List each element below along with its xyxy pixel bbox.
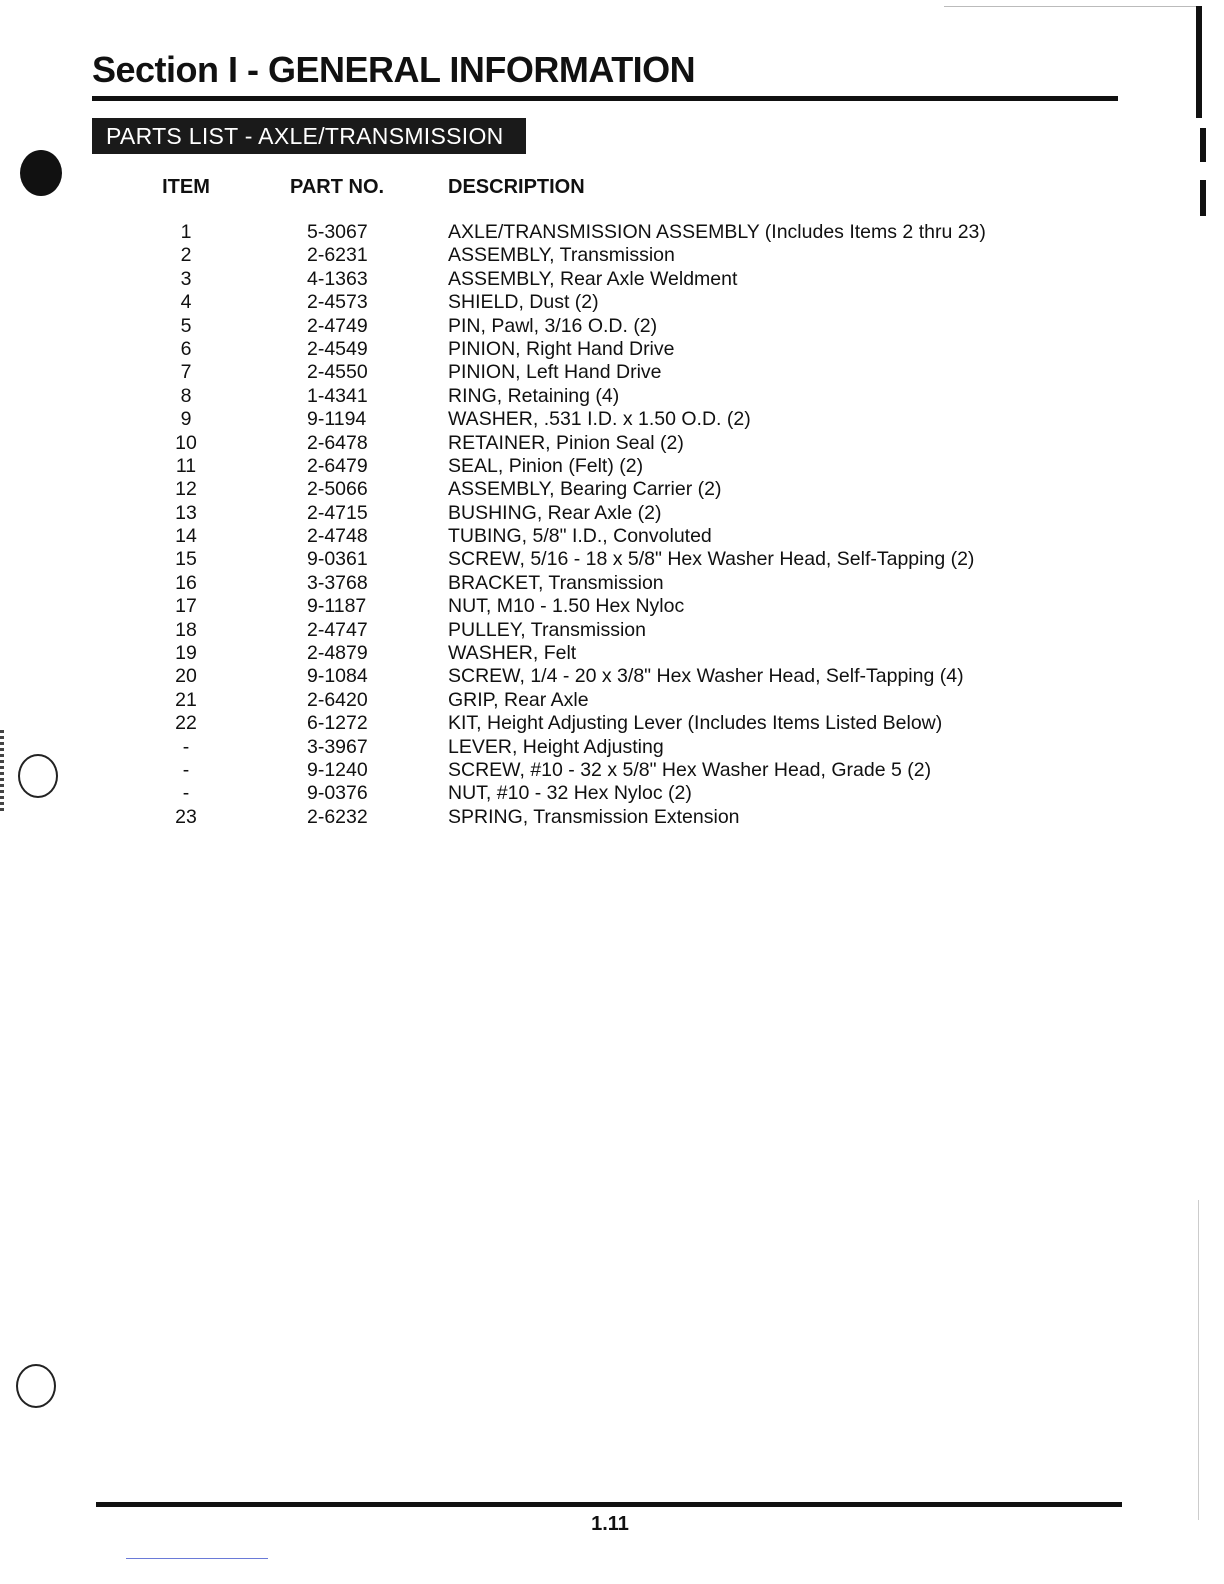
part-description: PINION, Right Hand Drive <box>448 337 675 360</box>
item-number: 16 <box>175 571 197 594</box>
column-header-part-no: PART NO. <box>290 176 385 198</box>
part-number: 2-4747 <box>307 618 368 641</box>
item-number: 2 <box>180 244 192 267</box>
punch-hole-icon <box>16 1364 56 1408</box>
item-number: 3 <box>180 267 192 290</box>
part-number: 5-3067 <box>307 221 368 243</box>
table-row <box>0 221 1224 244</box>
item-number: - <box>182 782 190 805</box>
table-row <box>0 268 1224 291</box>
table-row <box>0 338 1224 361</box>
part-number: 2-6231 <box>307 244 368 267</box>
part-number: 9-0361 <box>307 548 368 571</box>
table-row <box>0 806 1224 829</box>
table-row <box>0 432 1224 455</box>
part-number: 2-4549 <box>307 337 368 360</box>
part-number: 2-4573 <box>307 291 368 314</box>
part-number: 3-3967 <box>307 735 368 758</box>
item-number: 5 <box>180 314 192 337</box>
table-row <box>0 712 1224 735</box>
part-number: 2-4550 <box>307 361 368 384</box>
item-number: 14 <box>175 525 197 548</box>
part-description: ASSEMBLY, Bearing Carrier (2) <box>448 478 722 501</box>
part-number: 9-1194 <box>307 408 367 431</box>
item-number: 9 <box>180 408 192 431</box>
item-number: - <box>182 758 190 781</box>
part-description: SCREW, #10 - 32 x 5/8" Hex Washer Head, Grade 5 (2) <box>448 758 932 781</box>
part-description: SPRING, Transmission Extension <box>448 805 740 828</box>
item-number: - <box>182 735 190 758</box>
table-row <box>0 572 1224 595</box>
item-number: 15 <box>175 548 197 571</box>
table-row <box>0 665 1224 688</box>
part-description: SCREW, 1/4 - 20 x 3/8" Hex Washer Head, Self-Tapping (4) <box>448 665 964 688</box>
item-number: 22 <box>175 712 197 735</box>
item-number: 18 <box>175 618 197 641</box>
part-number: 3-3768 <box>307 571 368 594</box>
table-row <box>0 478 1224 501</box>
part-number: 2-5066 <box>307 478 368 501</box>
part-description: NUT, M10 - 1.50 Hex Nyloc <box>448 595 685 618</box>
item-number: 21 <box>175 688 197 711</box>
part-number: 2-4749 <box>307 314 368 337</box>
part-description: KIT, Height Adjusting Lever (Includes Items Listed Below) <box>448 712 943 735</box>
header-rule <box>92 96 1118 101</box>
scan-edge-mark <box>1196 6 1202 118</box>
table-row <box>0 619 1224 642</box>
page-number: 1.11 <box>591 1513 629 1535</box>
table-row <box>0 315 1224 338</box>
table-row <box>0 291 1224 314</box>
part-number: 2-6478 <box>307 431 368 454</box>
scan-edge-line <box>126 1558 268 1559</box>
table-row <box>0 408 1224 431</box>
table-row <box>0 759 1224 782</box>
item-number: 6 <box>180 337 192 360</box>
part-number: 2-6479 <box>307 454 368 477</box>
column-header-description: DESCRIPTION <box>448 176 585 198</box>
table-header <box>0 174 1224 200</box>
table-row <box>0 361 1224 384</box>
scan-edge-mark <box>1200 128 1206 162</box>
part-description: SEAL, Pinion (Felt) (2) <box>448 454 644 477</box>
part-description: ASSEMBLY, Rear Axle Weldment <box>448 267 738 290</box>
parts-list-banner: PARTS LIST - AXLE/TRANSMISSION <box>92 118 526 154</box>
part-number: 2-4748 <box>307 525 368 548</box>
part-description: RING, Retaining (4) <box>448 384 620 407</box>
part-description: BRACKET, Transmission <box>448 571 664 594</box>
part-description: WASHER, Felt <box>448 642 577 665</box>
part-number: 4-1363 <box>307 267 368 290</box>
part-number: 9-1187 <box>307 595 367 618</box>
part-number: 2-6420 <box>307 688 368 711</box>
parts-table <box>0 221 1224 829</box>
part-number: 2-4879 <box>307 642 368 665</box>
table-row <box>0 782 1224 805</box>
part-number: 9-1240 <box>307 758 368 781</box>
item-number: 12 <box>175 478 197 501</box>
part-description: AXLE/TRANSMISSION ASSEMBLY (Includes Items 2 thru 23) <box>448 221 986 243</box>
item-number: 20 <box>175 665 197 688</box>
part-description: LEVER, Height Adjusting <box>448 735 664 758</box>
item-number: 11 <box>175 454 197 477</box>
table-row <box>0 736 1224 759</box>
part-description: NUT, #10 - 32 Hex Nyloc (2) <box>448 782 692 805</box>
table-row <box>0 455 1224 478</box>
item-number: 1 <box>180 221 192 243</box>
item-number: 4 <box>180 291 192 314</box>
part-description: PIN, Pawl, 3/16 O.D. (2) <box>448 314 658 337</box>
table-row <box>0 548 1224 571</box>
item-number: 23 <box>175 805 197 828</box>
part-description: ASSEMBLY, Transmission <box>448 244 675 267</box>
table-row <box>0 642 1224 665</box>
part-description: TUBING, 5/8" I.D., Convoluted <box>448 525 712 548</box>
part-number: 9-1084 <box>307 665 368 688</box>
part-description: RETAINER, Pinion Seal (2) <box>448 431 684 454</box>
part-description: GRIP, Rear Axle <box>448 688 589 711</box>
footer-rule <box>96 1502 1122 1507</box>
part-description: PINION, Left Hand Drive <box>448 361 662 384</box>
scan-edge-line <box>1198 1200 1199 1520</box>
table-row <box>0 502 1224 525</box>
part-number: 6-1272 <box>307 712 368 735</box>
column-header-item: ITEM <box>162 176 210 198</box>
table-row <box>0 525 1224 548</box>
item-number: 7 <box>180 361 192 384</box>
part-description: SHIELD, Dust (2) <box>448 291 599 314</box>
part-number: 1-4341 <box>307 384 368 407</box>
part-description: BUSHING, Rear Axle (2) <box>448 501 662 524</box>
part-number: 9-0376 <box>307 782 368 805</box>
item-number: 19 <box>175 642 197 665</box>
item-number: 17 <box>175 595 197 618</box>
part-number: 2-4715 <box>307 501 368 524</box>
scan-edge-line <box>944 6 1200 7</box>
item-number: 10 <box>175 431 197 454</box>
item-number: 8 <box>180 384 192 407</box>
part-description: WASHER, .531 I.D. x 1.50 O.D. (2) <box>448 408 751 431</box>
section-title: Section I - GENERAL INFORMATION <box>92 49 696 90</box>
table-row <box>0 689 1224 712</box>
part-number: 2-6232 <box>307 805 368 828</box>
table-row <box>0 385 1224 408</box>
item-number: 13 <box>175 501 197 524</box>
table-row <box>0 595 1224 618</box>
part-description: SCREW, 5/16 - 18 x 5/8" Hex Washer Head, Self-Tapping (2) <box>448 548 975 571</box>
table-row <box>0 244 1224 267</box>
part-description: PULLEY, Transmission <box>448 618 646 641</box>
